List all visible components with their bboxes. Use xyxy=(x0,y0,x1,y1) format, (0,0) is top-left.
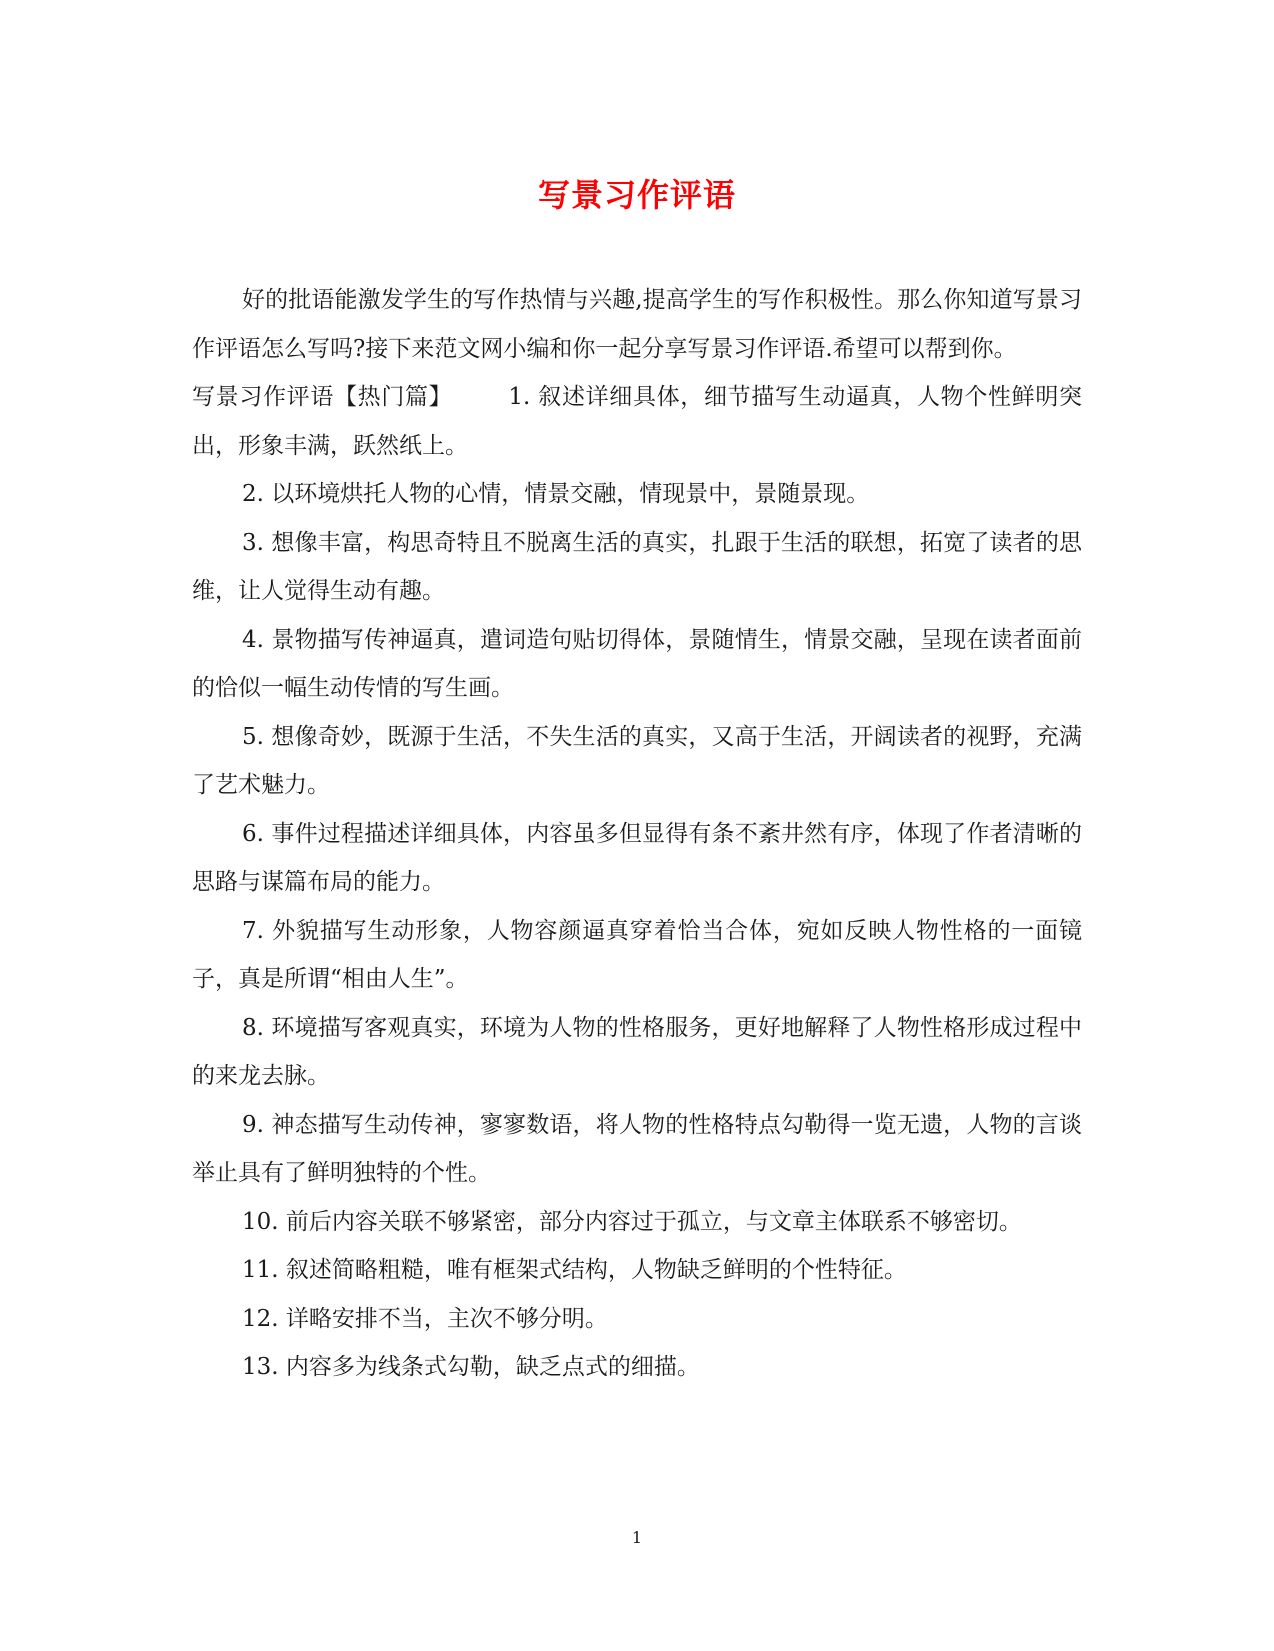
list-item: 13. 内容多为线条式勾勒，缺乏点式的细描。 xyxy=(242,1354,700,1380)
list-item: 8. 环境描写客观真实，环境为人物的性格服务，更好地解释了人物性格形成过程中的来龙去脉。 xyxy=(192,1014,1082,1089)
section-first-paragraph xyxy=(192,373,1082,470)
list-item: 7. 外貌描写生动形象，人物容颜逼真穿着恰当合体，宛如反映人物性格的一面镜子，真是所谓“相由人生”。 xyxy=(192,917,1082,992)
page-number: 1 xyxy=(631,1528,643,1547)
list-item: 12. 详略安排不当，主次不够分明。 xyxy=(242,1305,608,1332)
list-item: 10. 前后内容关联不够紧密，部分内容过于孤立，与文章主体联系不够密切。 xyxy=(242,1208,1022,1235)
list-item: 3. 想像丰富，构思奇特且不脱离生活的真实，扎跟于生活的联想，拓宽了读者的思维，让人觉得生动有趣。 xyxy=(192,529,1082,604)
intro-paragraph: 好的批语能激发学生的写作热情与兴趣,提高学生的写作积极性。那么你知道写景习作评语怎么写吗?接下来范文网小编和你一起分享写景习作评语.希望可以帮到你。 xyxy=(192,287,1082,362)
document-title: 写景习作评语 xyxy=(537,176,736,214)
document-body xyxy=(192,276,1082,1392)
list-item: 4. 景物描写传神逼真，遣词造句贴切得体，景随情生，情景交融，呈现在读者面前的恰似一幅生动传情的写生画。 xyxy=(192,626,1082,701)
list-item: 11. 叙述简略粗糙，唯有框架式结构，人物缺乏鲜明的个性特征。 xyxy=(242,1257,907,1283)
list-item: 5. 想像奇妙，既源于生活，不失生活的真实，又高于生活，开阔读者的视野，充满了艺术魅力。 xyxy=(192,723,1082,798)
list-item-1: 1. 叙述详细具体，细节描写生动逼真，人物个性鲜明突出，形象丰满，跃然纸上。 xyxy=(192,384,1082,459)
list-item: 2. 以环境烘托人物的心情，情景交融，情现景中，景随景现。 xyxy=(242,481,870,507)
section-heading: 写景习作评语【热门篇】 xyxy=(192,384,453,410)
list-item: 9. 神态描写生动传神，寥寥数语，将人物的性格特点勾勒得一览无遗，人物的言谈举止具有了鲜明独特的个性。 xyxy=(192,1111,1082,1186)
list-item: 6. 事件过程描述详细具体，内容虽多但显得有条不紊井然有序，体现了作者清晰的思路与谋篇布局的能力。 xyxy=(192,820,1082,895)
